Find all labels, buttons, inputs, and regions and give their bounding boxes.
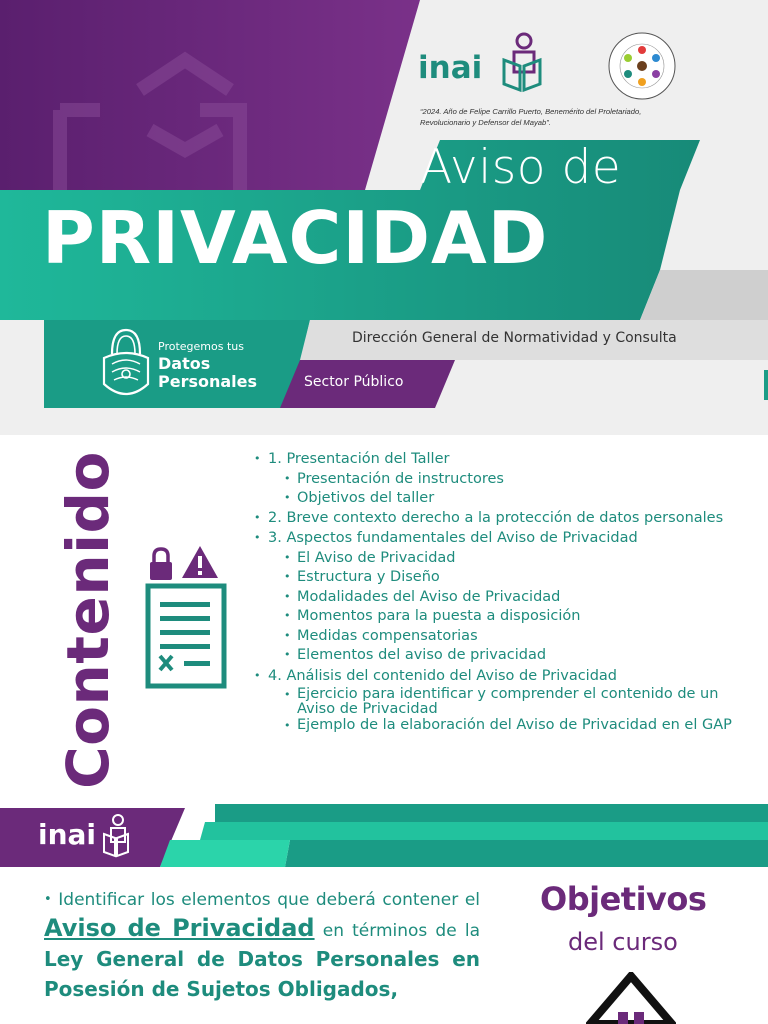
fingerprint-lock-icon: [100, 324, 152, 404]
obj-aviso-privacidad: Aviso de Privacidad: [44, 914, 315, 942]
band-person-book-icon: [102, 814, 130, 858]
toc-item-1: • 1. Presentación del Taller: [254, 450, 734, 468]
toc-subitem: • Ejercicio para identificar y comprender el contenido de un Aviso de Privacidad: [254, 687, 734, 717]
inai-person-book-icon: [500, 32, 542, 94]
toc-subitem: • El Aviso de Privacidad: [254, 549, 734, 567]
equality-seal-icon: [606, 30, 678, 102]
contenido-title: Contenido: [54, 451, 122, 789]
toc-item-3: • 3. Aspectos fundamentales del Aviso de Privacidad: [254, 529, 734, 547]
objetivos-title: Objetivos: [540, 880, 707, 918]
toc-item-4: • 4. Análisis del contenido del Aviso de Privacidad: [254, 667, 734, 685]
motto-line-2: Revolucionario y Defensor del Mayab”.: [420, 118, 551, 127]
toc-subitem: • Ejemplo de la elaboración del Aviso de Privacidad en el GAP: [254, 718, 734, 733]
band-inai-logo: inai: [38, 818, 97, 851]
objetivos-paragraph: • Identificar los elementos que deberá contener el Aviso de Privacidad en términos de la Ley General de Datos Personales en Posesión de Sujetos Obligados,: [44, 890, 480, 1001]
document-lock-warning-icon: [144, 544, 230, 690]
sector-publico: Sector Público: [304, 374, 404, 390]
obj-text-1: Identificar los elementos que deberá contener el: [58, 890, 480, 910]
toc-subitem: • Presentación de instructores: [254, 470, 734, 488]
toc-subitem: • Elementos del aviso de privacidad: [254, 646, 734, 664]
objetivos-subtitle: del curso: [568, 928, 678, 956]
toc-item-2: • 2. Breve contexto derecho a la protección de datos personales: [254, 510, 734, 526]
obj-text-2: en términos de la: [314, 921, 480, 941]
title-aviso-de: Aviso de: [420, 140, 622, 195]
title-privacidad: PRIVACIDAD: [42, 196, 549, 280]
toc-subitem: • Medidas compensatorias: [254, 627, 734, 645]
protegemos-text: Protegemos tus: [158, 340, 244, 353]
obj-ley-general: Ley General de Datos Personales en Posesión de Sujetos Obligados,: [44, 947, 480, 1001]
warning-lock-icon: [586, 972, 676, 1024]
contenido-list: [254, 447, 734, 733]
personales-text: Personales: [158, 372, 258, 391]
motto-line-1: “2024. Año de Felipe Carrillo Puerto, Benemérito del Proletariado,: [420, 107, 642, 116]
inai-footer-band: [0, 800, 768, 867]
cover-page: [0, 0, 768, 435]
direccion-general: Dirección General de Normatividad y Consulta: [352, 330, 677, 346]
datos-text: Datos: [158, 354, 211, 373]
toc-subitem: • Estructura y Diseño: [254, 568, 734, 586]
toc-subitem: • Objetivos del taller: [254, 489, 734, 507]
toc-subitem: • Modalidades del Aviso de Privacidad: [254, 588, 734, 606]
toc-subitem: • Momentos para la puesta a disposición: [254, 607, 734, 625]
inai-logo-text: inai: [418, 50, 483, 86]
